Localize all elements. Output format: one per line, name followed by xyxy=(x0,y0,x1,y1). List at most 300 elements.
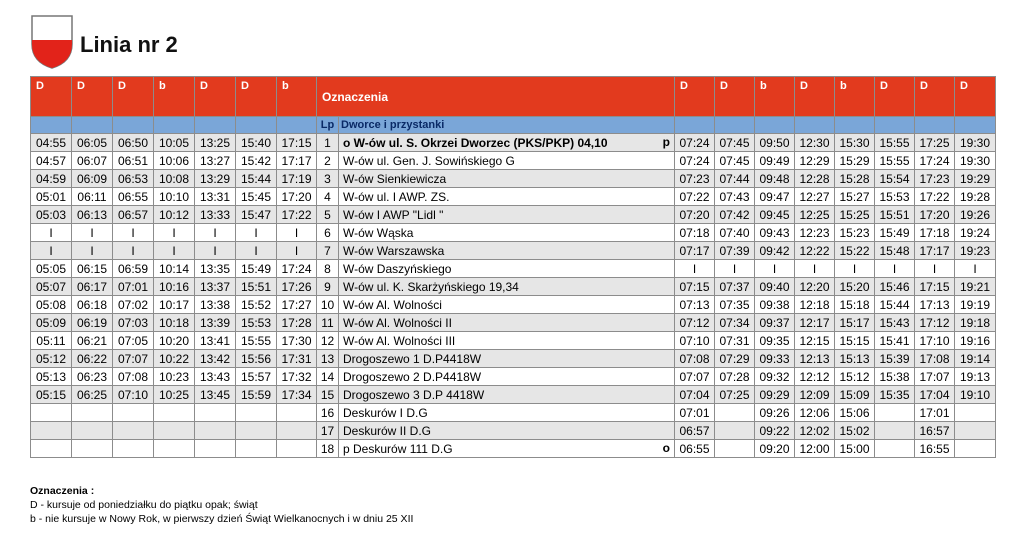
return-time: 07:01 xyxy=(675,404,715,422)
return-time: 07:22 xyxy=(675,188,715,206)
departure-time: 17:19 xyxy=(277,170,317,188)
return-time: 07:17 xyxy=(675,242,715,260)
return-time: 09:35 xyxy=(755,332,795,350)
stop-name: W-ów ul. Gen. J. Sowińskiego G xyxy=(343,153,515,168)
return-time: 15:17 xyxy=(835,314,875,332)
departure-time xyxy=(113,440,154,458)
stop-name: W-ów Sienkiewicza xyxy=(343,171,447,186)
return-time: 19:10 xyxy=(955,386,996,404)
departure-time: I xyxy=(277,224,317,242)
departure-time xyxy=(236,404,277,422)
departure-time: 07:05 xyxy=(113,332,154,350)
stop-name: W-ów Al. Wolności III xyxy=(343,333,456,348)
departure-time: 06:53 xyxy=(113,170,154,188)
return-time: 07:39 xyxy=(715,242,755,260)
return-time xyxy=(955,440,996,458)
subheader-blank xyxy=(915,117,955,134)
departure-time xyxy=(277,440,317,458)
subheader-blank xyxy=(113,117,154,134)
departure-time: 15:57 xyxy=(236,368,277,386)
return-time: 15:06 xyxy=(835,404,875,422)
return-time: 15:41 xyxy=(875,332,915,350)
stop-name: W-ów Daszyńskiego xyxy=(343,261,452,276)
return-time: 15:53 xyxy=(875,188,915,206)
return-time: 15:29 xyxy=(835,152,875,170)
departure-time xyxy=(154,440,195,458)
departure-time: 10:22 xyxy=(154,350,195,368)
header-code-right: b xyxy=(755,77,795,117)
departure-time xyxy=(277,404,317,422)
departure-time: 15:45 xyxy=(236,188,277,206)
departure-time: 10:20 xyxy=(154,332,195,350)
return-time: 15:09 xyxy=(835,386,875,404)
stop-name: W-ów I AWP "Lidl " xyxy=(343,207,444,222)
departure-time: 05:13 xyxy=(31,368,72,386)
legend-line-d: D - kursuje od poniedziałku do piątku opak; świąt xyxy=(30,499,258,511)
departure-time: I xyxy=(195,242,236,260)
departure-time: 15:40 xyxy=(236,134,277,152)
return-time: 07:18 xyxy=(675,224,715,242)
table-row xyxy=(31,350,996,368)
departure-time xyxy=(72,404,113,422)
return-time: 07:23 xyxy=(675,170,715,188)
return-time: I xyxy=(755,260,795,278)
departure-time: 10:12 xyxy=(154,206,195,224)
return-time: 09:43 xyxy=(755,224,795,242)
return-time: 07:29 xyxy=(715,350,755,368)
legend xyxy=(30,484,413,526)
return-time: 07:10 xyxy=(675,332,715,350)
departure-time: 04:55 xyxy=(31,134,72,152)
departure-time: 13:37 xyxy=(195,278,236,296)
return-time: I xyxy=(675,260,715,278)
subheader-blank xyxy=(795,117,835,134)
return-time: 15:43 xyxy=(875,314,915,332)
return-time: 12:28 xyxy=(795,170,835,188)
return-time: 19:23 xyxy=(955,242,996,260)
return-time: 15:15 xyxy=(835,332,875,350)
stop-name-cell xyxy=(339,422,675,440)
return-time: 15:35 xyxy=(875,386,915,404)
departure-time xyxy=(31,404,72,422)
return-time: 15:49 xyxy=(875,224,915,242)
stop-name: W-ów Warszawska xyxy=(343,243,445,258)
departure-time: 10:23 xyxy=(154,368,195,386)
departure-time: I xyxy=(277,242,317,260)
departure-time xyxy=(195,440,236,458)
return-time: 19:29 xyxy=(955,170,996,188)
departure-time: 17:24 xyxy=(277,260,317,278)
departure-time: I xyxy=(236,242,277,260)
departure-time: 17:30 xyxy=(277,332,317,350)
return-time: 12:00 xyxy=(795,440,835,458)
return-time: 12:27 xyxy=(795,188,835,206)
legend-line-b: b - nie kursuje w Nowy Rok, w pierwszy dzień Świąt Wielkanocnych i w dniu 25 XII xyxy=(30,513,414,525)
stop-name: p Deskurów 111 D.G xyxy=(343,441,453,456)
departure-time: 15:47 xyxy=(236,206,277,224)
return-time: 07:07 xyxy=(675,368,715,386)
departure-time: 05:09 xyxy=(31,314,72,332)
departure-time: 17:27 xyxy=(277,296,317,314)
stop-name-cell xyxy=(339,386,675,404)
return-time xyxy=(875,422,915,440)
return-time: 12:15 xyxy=(795,332,835,350)
return-time: 12:20 xyxy=(795,278,835,296)
return-time: 19:30 xyxy=(955,134,996,152)
departure-time: 06:59 xyxy=(113,260,154,278)
table-row xyxy=(31,260,996,278)
subheader-blank xyxy=(715,117,755,134)
return-time: 09:38 xyxy=(755,296,795,314)
return-time: 07:31 xyxy=(715,332,755,350)
departure-time xyxy=(236,440,277,458)
departure-time xyxy=(31,422,72,440)
return-time: 07:24 xyxy=(675,152,715,170)
return-time: 07:44 xyxy=(715,170,755,188)
table-row xyxy=(31,332,996,350)
departure-time: 13:38 xyxy=(195,296,236,314)
return-time: 19:24 xyxy=(955,224,996,242)
header-code-left: D xyxy=(72,77,113,117)
departure-time: 10:06 xyxy=(154,152,195,170)
departure-time: 17:32 xyxy=(277,368,317,386)
return-time: 19:30 xyxy=(955,152,996,170)
subheader-row xyxy=(31,117,996,134)
stop-number: 15 xyxy=(317,386,339,404)
return-time: 19:28 xyxy=(955,188,996,206)
departure-time: 06:15 xyxy=(72,260,113,278)
departure-time: I xyxy=(72,224,113,242)
stop-name-cell xyxy=(339,224,675,242)
return-time: 12:02 xyxy=(795,422,835,440)
return-time: 09:32 xyxy=(755,368,795,386)
stop-number: 3 xyxy=(317,170,339,188)
return-time: 17:07 xyxy=(915,368,955,386)
stop-number: 2 xyxy=(317,152,339,170)
stop-name-cell xyxy=(339,170,675,188)
return-time: 12:18 xyxy=(795,296,835,314)
return-time: 15:48 xyxy=(875,242,915,260)
return-time: 15:02 xyxy=(835,422,875,440)
return-time: 07:12 xyxy=(675,314,715,332)
return-time: 17:24 xyxy=(915,152,955,170)
return-time: 15:12 xyxy=(835,368,875,386)
departure-time: 07:03 xyxy=(113,314,154,332)
stop-number: 5 xyxy=(317,206,339,224)
stop-number: 13 xyxy=(317,350,339,368)
stop-number: 8 xyxy=(317,260,339,278)
stop-name: Deskurów II D.G xyxy=(343,423,432,438)
return-time: 17:18 xyxy=(915,224,955,242)
return-time: 12:13 xyxy=(795,350,835,368)
departure-time: 10:08 xyxy=(154,170,195,188)
departure-time: 05:12 xyxy=(31,350,72,368)
departure-time: 05:11 xyxy=(31,332,72,350)
return-time: 15:55 xyxy=(875,152,915,170)
departure-time: 06:22 xyxy=(72,350,113,368)
departure-time: 17:34 xyxy=(277,386,317,404)
return-time: 09:50 xyxy=(755,134,795,152)
stop-number: 10 xyxy=(317,296,339,314)
return-time: 09:22 xyxy=(755,422,795,440)
departure-time: 17:31 xyxy=(277,350,317,368)
departure-time: 13:42 xyxy=(195,350,236,368)
departure-time: 15:53 xyxy=(236,314,277,332)
table-row xyxy=(31,188,996,206)
return-time: 07:34 xyxy=(715,314,755,332)
return-time: 07:20 xyxy=(675,206,715,224)
departure-time: 10:17 xyxy=(154,296,195,314)
stop-name: W-ów ul. K. Skarżyńskiego 19,34 xyxy=(343,279,519,294)
departure-time: 10:18 xyxy=(154,314,195,332)
stop-number: 6 xyxy=(317,224,339,242)
return-time: 07:24 xyxy=(675,134,715,152)
return-time: 07:42 xyxy=(715,206,755,224)
departure-time: 10:05 xyxy=(154,134,195,152)
departure-time: 06:21 xyxy=(72,332,113,350)
departure-time: 10:10 xyxy=(154,188,195,206)
stop-name-cell xyxy=(339,206,675,224)
return-time: 15:55 xyxy=(875,134,915,152)
return-time: 17:17 xyxy=(915,242,955,260)
table-row xyxy=(31,422,996,440)
header-code-right: D xyxy=(915,77,955,117)
return-time: 15:54 xyxy=(875,170,915,188)
return-time xyxy=(955,422,996,440)
departure-time: 06:50 xyxy=(113,134,154,152)
table-row xyxy=(31,134,996,152)
departure-time: 06:05 xyxy=(72,134,113,152)
header-code-right: D xyxy=(875,77,915,117)
departure-time: 13:31 xyxy=(195,188,236,206)
return-time: 15:23 xyxy=(835,224,875,242)
return-time: 19:16 xyxy=(955,332,996,350)
header-code-right: D xyxy=(675,77,715,117)
departure-time: 05:15 xyxy=(31,386,72,404)
stop-name: Deskurów I D.G xyxy=(343,405,428,420)
stop-name-cell xyxy=(339,350,675,368)
stop-name-cell xyxy=(339,260,675,278)
return-time: 15:20 xyxy=(835,278,875,296)
header-code-right: b xyxy=(835,77,875,117)
departure-time: 07:07 xyxy=(113,350,154,368)
stop-number: 17 xyxy=(317,422,339,440)
departure-time: 17:22 xyxy=(277,206,317,224)
return-time: 06:55 xyxy=(675,440,715,458)
return-time: 17:13 xyxy=(915,296,955,314)
departure-time: I xyxy=(236,224,277,242)
return-time: 09:20 xyxy=(755,440,795,458)
return-time xyxy=(875,440,915,458)
return-time: 09:37 xyxy=(755,314,795,332)
subheader-blank xyxy=(195,117,236,134)
stop-number: 18 xyxy=(317,440,339,458)
return-time: 12:12 xyxy=(795,368,835,386)
legend-heading: Oznaczenia : xyxy=(30,485,95,497)
departure-time xyxy=(277,422,317,440)
return-time: 07:45 xyxy=(715,134,755,152)
return-time: 15:51 xyxy=(875,206,915,224)
stop-name: W-ów Al. Wolności II xyxy=(343,315,452,330)
return-time: I xyxy=(915,260,955,278)
stop-number: 4 xyxy=(317,188,339,206)
departure-time: 05:07 xyxy=(31,278,72,296)
departure-time: 06:17 xyxy=(72,278,113,296)
departure-time: 10:16 xyxy=(154,278,195,296)
return-time: 09:48 xyxy=(755,170,795,188)
table-row xyxy=(31,386,996,404)
departure-time: 13:25 xyxy=(195,134,236,152)
return-time: 17:22 xyxy=(915,188,955,206)
return-time: I xyxy=(835,260,875,278)
departure-time: I xyxy=(195,224,236,242)
return-time: 17:25 xyxy=(915,134,955,152)
subheader-blank xyxy=(31,117,72,134)
stop-name-cell xyxy=(339,134,675,152)
departure-time: I xyxy=(154,242,195,260)
timetable xyxy=(30,76,996,458)
return-time: 17:08 xyxy=(915,350,955,368)
departure-time: 17:28 xyxy=(277,314,317,332)
return-time xyxy=(715,404,755,422)
table-row xyxy=(31,242,996,260)
subheader-blank xyxy=(875,117,915,134)
stop-name: W-ów Al. Wolności xyxy=(343,297,442,312)
departure-time: 15:56 xyxy=(236,350,277,368)
return-time: 15:22 xyxy=(835,242,875,260)
return-time: 12:29 xyxy=(795,152,835,170)
stop-name-cell xyxy=(339,332,675,350)
return-time: 12:23 xyxy=(795,224,835,242)
return-time: 12:06 xyxy=(795,404,835,422)
stop-name-cell xyxy=(339,404,675,422)
departure-time: 06:55 xyxy=(113,188,154,206)
departure-time: 07:02 xyxy=(113,296,154,314)
return-time: 19:13 xyxy=(955,368,996,386)
return-time: 07:40 xyxy=(715,224,755,242)
table-row xyxy=(31,440,996,458)
stop-number: 14 xyxy=(317,368,339,386)
departure-time: I xyxy=(72,242,113,260)
departure-time: 06:07 xyxy=(72,152,113,170)
departure-time xyxy=(113,422,154,440)
table-row xyxy=(31,368,996,386)
return-time: 15:18 xyxy=(835,296,875,314)
subheader-blank xyxy=(154,117,195,134)
subheader-blank xyxy=(755,117,795,134)
page-title: Linia nr 2 xyxy=(80,32,178,57)
return-time: 15:00 xyxy=(835,440,875,458)
header-oznaczenia: Oznaczenia xyxy=(317,77,675,117)
return-time: I xyxy=(875,260,915,278)
return-time: I xyxy=(715,260,755,278)
stop-name-cell xyxy=(339,314,675,332)
return-time: 17:04 xyxy=(915,386,955,404)
header-code-left: D xyxy=(236,77,277,117)
departure-time: 15:51 xyxy=(236,278,277,296)
return-time: I xyxy=(955,260,996,278)
departure-time: I xyxy=(31,242,72,260)
departure-time: 17:20 xyxy=(277,188,317,206)
subheader-blank xyxy=(72,117,113,134)
table-row xyxy=(31,206,996,224)
return-time: 19:14 xyxy=(955,350,996,368)
departure-time: 13:39 xyxy=(195,314,236,332)
departure-time xyxy=(72,422,113,440)
stop-name-cell xyxy=(339,242,675,260)
departure-time: 13:27 xyxy=(195,152,236,170)
return-time: 07:28 xyxy=(715,368,755,386)
return-time: 19:21 xyxy=(955,278,996,296)
departure-time: 17:26 xyxy=(277,278,317,296)
return-time: 16:55 xyxy=(915,440,955,458)
stop-name-cell xyxy=(339,278,675,296)
departure-time: I xyxy=(154,224,195,242)
departure-time: 15:44 xyxy=(236,170,277,188)
stop-name: W-ów Wąska xyxy=(343,225,414,240)
departure-time: 13:35 xyxy=(195,260,236,278)
header-code-left: D xyxy=(195,77,236,117)
departure-time: 07:01 xyxy=(113,278,154,296)
return-time: 19:18 xyxy=(955,314,996,332)
return-time: 07:37 xyxy=(715,278,755,296)
return-time: 12:22 xyxy=(795,242,835,260)
departure-time: 06:25 xyxy=(72,386,113,404)
departure-time: 15:49 xyxy=(236,260,277,278)
return-time: I xyxy=(795,260,835,278)
stop-name: Drogoszewo 3 D.P 4418W xyxy=(343,387,485,402)
return-time: 07:25 xyxy=(715,386,755,404)
stop-name: W-ów ul. I AWP. ZS. xyxy=(343,189,450,204)
return-time: 09:33 xyxy=(755,350,795,368)
return-time xyxy=(715,422,755,440)
return-time: 07:08 xyxy=(675,350,715,368)
departure-time: 15:42 xyxy=(236,152,277,170)
return-time: 12:30 xyxy=(795,134,835,152)
header-code-left: b xyxy=(154,77,195,117)
departure-time xyxy=(72,440,113,458)
header-code-left: D xyxy=(31,77,72,117)
return-time: 19:19 xyxy=(955,296,996,314)
return-time: 09:26 xyxy=(755,404,795,422)
return-time: 15:38 xyxy=(875,368,915,386)
stop-number: 11 xyxy=(317,314,339,332)
subheader-blank xyxy=(675,117,715,134)
departure-time: 06:19 xyxy=(72,314,113,332)
return-time: 17:20 xyxy=(915,206,955,224)
departure-time: 05:05 xyxy=(31,260,72,278)
return-time: 12:17 xyxy=(795,314,835,332)
return-time: 15:46 xyxy=(875,278,915,296)
departure-time: 10:14 xyxy=(154,260,195,278)
departure-time: 13:33 xyxy=(195,206,236,224)
header-code-right: D xyxy=(795,77,835,117)
return-time: 09:49 xyxy=(755,152,795,170)
departure-time: 04:59 xyxy=(31,170,72,188)
return-time: 15:13 xyxy=(835,350,875,368)
return-time: 17:01 xyxy=(915,404,955,422)
return-time: 15:27 xyxy=(835,188,875,206)
return-time: 12:25 xyxy=(795,206,835,224)
departure-time: 06:57 xyxy=(113,206,154,224)
table-row xyxy=(31,296,996,314)
departure-time xyxy=(31,440,72,458)
stop-name-cell xyxy=(339,296,675,314)
departure-time: 17:17 xyxy=(277,152,317,170)
departure-time: 05:08 xyxy=(31,296,72,314)
departure-time: 06:11 xyxy=(72,188,113,206)
departure-time xyxy=(236,422,277,440)
